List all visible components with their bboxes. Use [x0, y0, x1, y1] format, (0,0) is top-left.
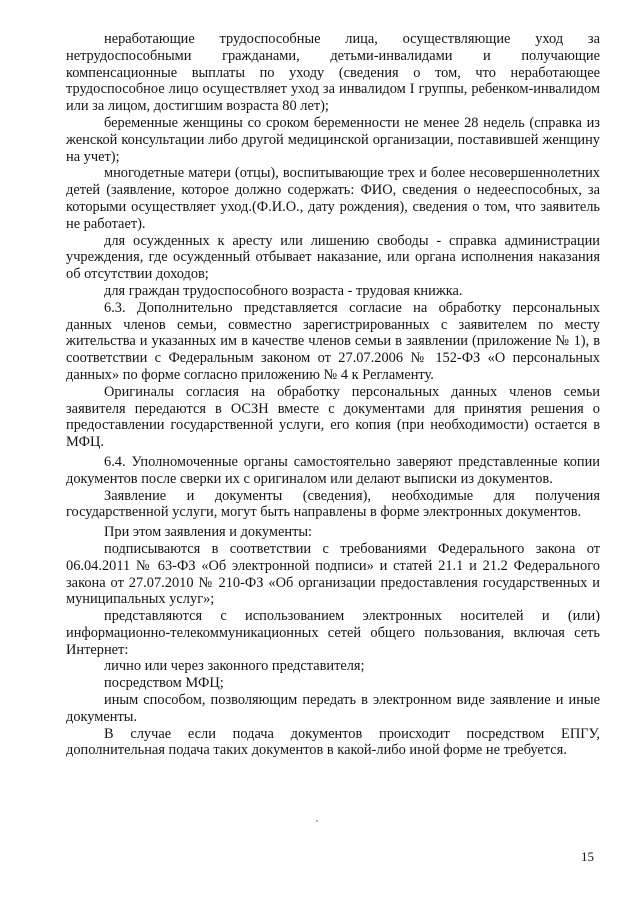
paragraph-large-family-parents: многодетные матери (отцы), воспитывающие трех и более несовершеннолетних детей (заявление, которое должно содержать: ФИО, сведения о недееспособных, за которыми осуществляет уход.(Ф.И.О., дату рождения), сведения о том, что заявитель не работает).	[66, 165, 600, 232]
paragraph-convicted-persons: для осужденных к аресту или лишению свободы - справка администрации учреждения, где осужденный отбывает наказание, или органа исполнения наказания об отсутствии доходов;	[66, 232, 600, 283]
paragraph-signature-requirement: подписываются в соответствии с требованиями Федерального закона от 06.04.2011 № 63-ФЗ «Об электронной подписи» и статей 21.1 и 21.2 Федерального закона от 27.07.2010 № 210-ФЗ «Об организации предоставления государственных и муниципальных услуг»;	[66, 540, 600, 608]
paragraph-consent-originals: Оригиналы согласия на обработку персональных данных членов семьи заявителя передаются в ОСЗН вместе с документами для принятия решения о предоставлении государственной услуги, его копия (при необходимости) остается в МФЦ.	[66, 383, 600, 451]
document-body	[66, 31, 600, 759]
paragraph-other-method: иным способом, позволяющим передать в электронном виде заявление и иные документы.	[66, 692, 600, 725]
page-number: 15	[581, 849, 594, 864]
paragraph-pregnant-women: беременные женщины со сроком беременности не менее 28 недель (справка из женской консультации либо другой медицинской организации, поставившей женщину на учет);	[66, 114, 600, 165]
paragraph-nonworking-caregivers: неработающие трудоспособные лица, осуществляющие уход за нетрудоспособными гражданами, детьми-инвалидами и получающие компенсационные выплаты по уходу (сведения о том, что неработающее трудоспособное лицо осуществляет уход за инвалидом I группы, ребенком-инвалидом или за лицом, достигшим возраста 80 лет);	[66, 31, 600, 115]
paragraph-in-person: лично или через законного представителя;	[104, 658, 365, 675]
paragraph-section-6-3: 6.3. Дополнительно представляется согласие на обработку персональных данных членов семьи, совместно зарегистрированных с заявителем по месту жительства и указанных им в качестве членов семьи в заявлении (приложение № 1), в соответствии с Федеральным законом от 27.07.2006 № 152-ФЗ «О персональных данных» по форме согласно приложению № 4 к Регламенту.	[66, 299, 600, 383]
paragraph-electronic-submission: Заявление и документы (сведения), необходимые для получения государственной услуги, могут быть направлены в форме электронных документов.	[66, 487, 600, 521]
paragraph-requirements-intro: При этом заявления и документы:	[104, 524, 313, 541]
paragraph-electronic-media: представляются с использованием электронных носителей и (или) информационно-телекоммуникационных сетей общего пользования, включая сеть Интернет:	[66, 608, 600, 658]
scan-speck	[316, 820, 318, 822]
paragraph-epgu-submission: В случае если подача документов происходит посредством ЕПГУ, дополнительная подача таких документов в какой-либо иной форме не требуется.	[66, 725, 600, 759]
paragraph-via-mfc: посредством МФЦ;	[104, 675, 224, 692]
paragraph-employment-record: для граждан трудоспособного возраста - трудовая книжка.	[104, 282, 463, 299]
paragraph-section-6-4: 6.4. Уполномоченные органы самостоятельно заверяют представленные копии документов после сверки их с оригиналом или делают выписки из документов.	[66, 453, 600, 487]
